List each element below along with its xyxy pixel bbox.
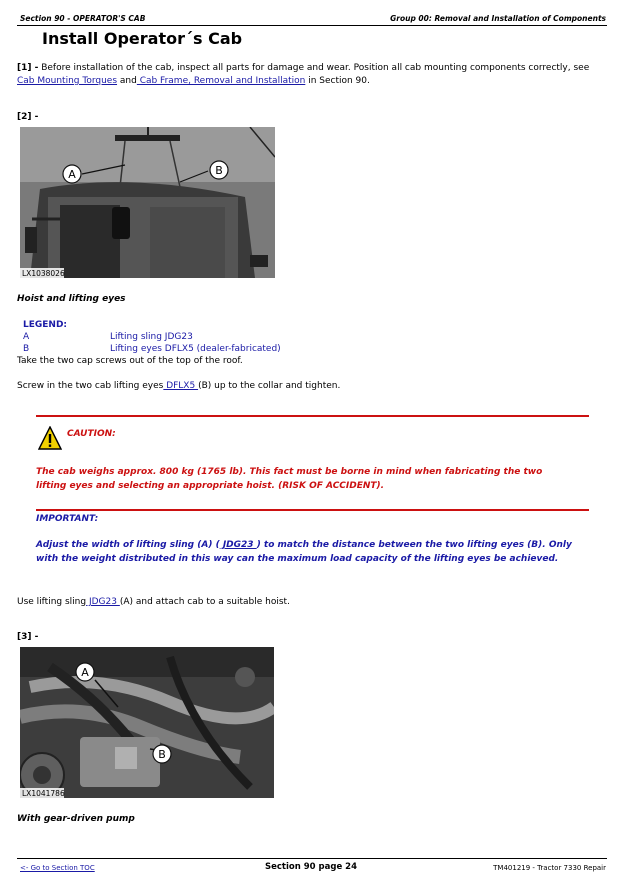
important-text (36, 538, 596, 566)
para-screw-lifting-eyes (17, 380, 340, 393)
important-line-1-pre: Adjust the width of lifting sling (A) ( (36, 540, 220, 550)
footer-manual-id: TM401219 - Tractor 7330 Repair (493, 864, 606, 872)
step-1-number: [1] - (17, 63, 39, 73)
legend-heading: LEGEND: (23, 320, 68, 330)
para-use-lifting-sling (17, 596, 290, 609)
legend-value-b: Lifting eyes DFLX5 (dealer-fabricated) (110, 344, 281, 354)
important-line-1 (36, 538, 596, 552)
step-1-tail: in Section 90. (305, 76, 370, 86)
caution-line-2: lifting eyes and selecting an appropriate hoist. (RISK OF ACCIDENT). (36, 481, 385, 491)
legend-value-a: Lifting sling JDG23 (110, 332, 193, 342)
step-3-number: [3] - (17, 632, 39, 642)
para-remove-cap-screws: Take the two cap screws out of the top of the roof. (17, 356, 243, 366)
step-1-paragraph (17, 62, 612, 88)
warning-icon (38, 426, 62, 454)
step-1-and: and (117, 76, 137, 86)
header-group: Group 00: Removal and Installation of Components (390, 14, 606, 23)
caution-title: CAUTION: (67, 429, 116, 439)
para-3-pre: Use lifting sling (17, 597, 87, 607)
link-dflx5[interactable]: DFLX5 (163, 381, 199, 391)
link-jdg23-important[interactable]: JDG23 (219, 540, 257, 550)
caution-bottom-rule (36, 509, 589, 511)
para-2-pre: Screw in the two cab lifting eyes (17, 381, 164, 391)
legend-key-b: B (23, 344, 30, 354)
callout-a-label: A (68, 168, 76, 181)
important-title: IMPORTANT: (36, 514, 99, 524)
callout-a-label-2: A (81, 666, 89, 679)
callout-b-label-2: B (158, 748, 166, 761)
figure-2-caption: With gear-driven pump (17, 814, 135, 824)
footer-toc-link[interactable]: <- Go to Section TOC (20, 864, 95, 872)
link-jdg23[interactable]: JDG23 (86, 597, 120, 607)
legend-key-a: A (23, 332, 30, 342)
figure-2-id: LX1041786 (22, 789, 65, 798)
important-line-2: with the weight distributed in this way can the maximum load capacity of the lifting eyes be achieved. (36, 554, 559, 564)
figure-1-id: LX1038026 (22, 269, 65, 278)
caution-line-1: The cab weighs approx. 800 kg (1765 lb). This fact must be borne in mind when fabricating the two (36, 467, 543, 477)
caution-top-rule (36, 415, 589, 417)
gear-pump-illustration (20, 647, 274, 798)
header-rule (17, 25, 607, 26)
figure-1-caption: Hoist and lifting eyes (17, 294, 126, 304)
step-2-number: [2] - (17, 112, 39, 122)
header-section: Section 90 - OPERATOR'S CAB (20, 14, 146, 23)
cab-hoist-illustration (20, 127, 275, 278)
link-cab-mounting-torques[interactable]: Cab Mounting Torques (17, 76, 118, 86)
legend-item-b (23, 343, 423, 355)
para-2-post: (B) up to the collar and tighten. (198, 381, 341, 391)
caution-text (36, 465, 596, 493)
step-1-text: Before installation of the cab, inspect all parts for damage and wear. Position all cab mounting components correctly, see (38, 63, 590, 73)
legend-item-a (23, 331, 423, 343)
gear-pump-photo (20, 647, 274, 798)
legend (23, 319, 423, 355)
important-line-1-post: ) to match the distance between the two lifting eyes (B). Only (256, 540, 572, 550)
page-title: Install Operator´s Cab (42, 29, 243, 48)
callout-b-label: B (215, 164, 223, 177)
footer-page-number: Section 90 page 24 (265, 862, 357, 872)
cab-hoist-photo (20, 127, 275, 278)
para-3-post: (A) and attach cab to a suitable hoist. (119, 597, 290, 607)
footer-rule (17, 858, 607, 859)
link-cab-frame-removal[interactable]: Cab Frame, Removal and Installation (136, 76, 306, 86)
